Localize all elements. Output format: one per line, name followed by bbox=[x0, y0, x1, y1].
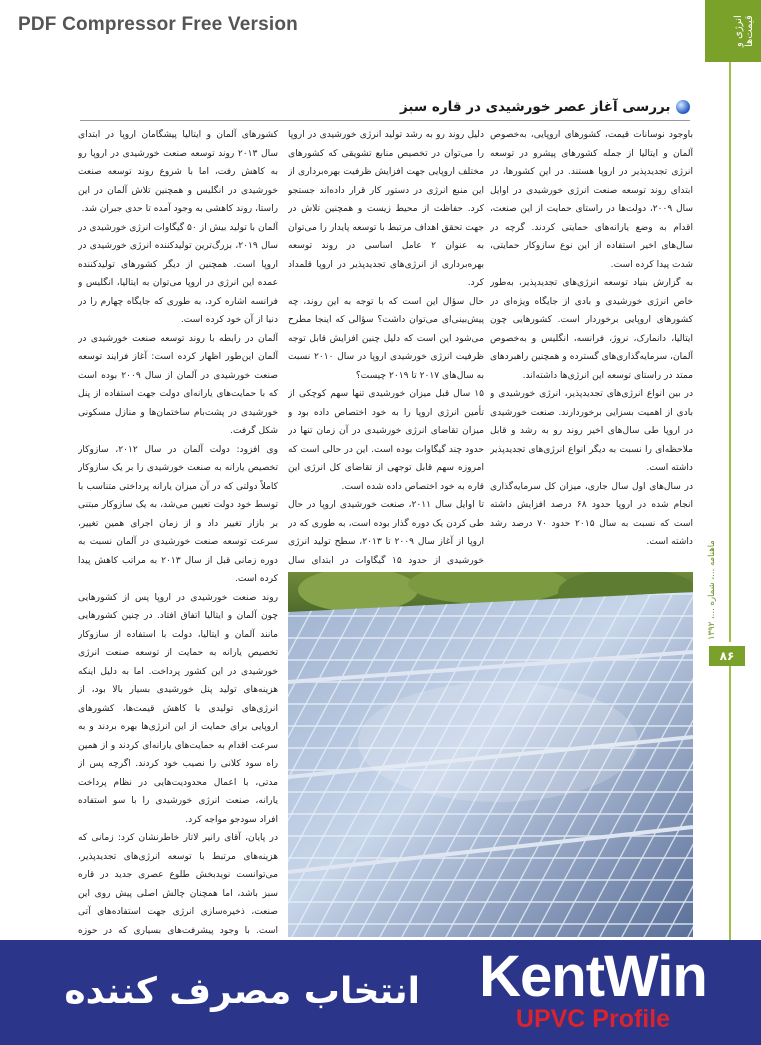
ad-subtitle: UPVC Profile bbox=[515, 1005, 671, 1033]
ad-brand-logo: KentWin bbox=[479, 944, 707, 1009]
paragraph: به گزارش بنیاد توسعه انرژی‌های تجدیدپذیر، به‌طور خاص انرژی خورشیدی و بادی از جایگاه ویژه‌ای در کشورهای اروپایی برخوردار است. کشورهایی چون ایتالیا، دانمارک، نروژ، فرانسه، انگلیس و به‌خصوص آلمان، سرمایه‌گذاری‌های گسترده و همچنین راهبردهای ممتد در راستای توسعه این انرژی‌ها داشته‌اند. bbox=[490, 278, 693, 381]
article-column-right bbox=[490, 126, 693, 571]
paragraph: کشورهای آلمان و ایتالیا پیشگامان اروپا در ابتدای سال ۲۰۱۳ روند توسعه صنعت خورشیدی در اروپا رو به کاهش رفت، اما با شروع روند توسعه صنعت خورشیدی در انگلیس و همچنین تلاش آلمان در این راستا، روند کاهشی به وجود آمده تا حدی جبران شد. bbox=[78, 130, 278, 214]
paragraph: در سال‌های اول سال جاری، میزان کل سرمایه‌گذاری انجام شده در اروپا حدود ۶۸ درصد افزایش داشته است که نسبت به سال ۲۰۱۵ حدود ۷۰ درصد رشد داشته است. bbox=[490, 481, 693, 547]
paragraph: ۱۵ سال قبل میزان خورشیدی تنها سهم کوچکی از تأمین انرژی اروپا را به خود اختصاص داده بود و میزان تقاضای انرژی خورشیدی در آن زمان تنها در حدود چند گیگاوات بوده است. این در حالی است که امروزه سهم قابل توجهی از تقاضای کل انرژی این قاره به خود اختصاص داده شده است. bbox=[288, 389, 484, 492]
paragraph: آلمان با تولید بیش از ۵۰ گیگاوات انرژی خورشیدی در سال ۲۰۱۹، بزرگ‌ترین تولیدکننده انرژی خورشیدی در اروپا است. همچنین از دیگر کشورهای تولیدکننده عمده این انرژی در اروپا می‌توان به ایتالیا، انگلیس و فرانسه اشاره کرد، به طوری که جایگاه چهارم را در دنیا از آن خود کرده است. bbox=[78, 222, 278, 325]
side-divider-lower bbox=[729, 666, 731, 940]
article-title-row bbox=[400, 96, 690, 118]
paragraph: روند صنعت خورشیدی در اروپا پس از کشورهایی چون آلمان و ایتالیا اتفاق افتاد. در چنین کشورهایی مانند آلمان و ایتالیا، دولت با استفاده از سازوکار تخصیص یارانه به حمایت از توسعه صنعت انرژی خورشیدی در این کشور پرداخت. اما به دلیل اینکه هزینه‌های تولید پنل خورشیدی بسیار بالا بود، از انرژی‌های تولیدی با کاهش قیمت‌ها، کشورهای اروپایی برای حمایت از این انرژی‌ها بهره بردند و به سرعت اقدام به حمایت‌های یارانه‌ای کردند و از همین راه سود کلانی را نصیب خود کردند. اگرچه پس از مدتی، با اعمال محدودیت‌هایی در نظام پرداخت یارانه، صنعت انرژی خورشیدی را با سو استفاده افراد سودجو مواجه کرد. bbox=[78, 592, 278, 825]
issue-label: ماهنامه ...، شماره ...، ۱۳۹۲ bbox=[707, 540, 717, 640]
section-tab bbox=[705, 0, 761, 62]
side-strip bbox=[705, 0, 761, 940]
paragraph: وی افزود: دولت آلمان در سال ۲۰۱۲، سازوکار تخصیص یارانه به صنعت خورشیدی را بر یک سازوکار کاملاً دولتی که در آن میزان یارانه پرداختی متناسب با توسط خود دولت تعیین می‌شد، به یک سازوکار مبتنی بر بازار تغییر داد و از زمان اجرای همین تغییر، سرعت توسعه صنعت خورشیدی در آلمان نسبت به دوره زمانی قبل از سال ۲۰۱۳ به مراتب کاهش پیدا کرده است. bbox=[78, 444, 278, 584]
paragraph: در پایان، آقای رانیر لاتار خاطرنشان کرد: زمانی که هزینه‌های مرتبط با توسعه انرژی‌های تجدیدپذیر، می‌توانست نویدبخش طلوع عصری جدید در قاره سبز باشد، اما همچنان چالش اصلی پیش روی این صنعت، ذخیره‌سازی انرژی جهت استفاده‌های آتی است. با وجود پیشرفت‌های بسیاری که در حوزه bbox=[78, 833, 278, 936]
paragraph: باوجود نوسانات قیمت، کشورهای اروپایی، به‌خصوص آلمان و ایتالیا از جمله کشورهای پیشرو در توسعه انرژی تجدیدپذیر در اروپا هستند. در این کشورها، در ابتدای روند توسعه صنعت انرژی خورشیدی در اوایل سال ۲۰۰۹، دولت‌ها در راستای حمایت از این صنعت، اقدام به وضع یارانه‌های حمایتی کردند. گرچه در سال‌های اخیر استفاده از این نوع سازوکار حمایتی، شدت پیدا کرده است. bbox=[490, 130, 693, 270]
paragraph: حال سؤال این است که با توجه به این روند، چه پیش‌بینی‌ای می‌توان داشت؟ سؤالی که اینجا مطرح می‌شود این است که دلیل چنین افزایش قابل توجه ظرفیت انرژی خورشیدی اروپا در سال ۲۰۱۰ نسبت به سال‌های ۲۰۱۷ تا ۲۰۱۹ چیست؟ bbox=[288, 296, 484, 381]
paragraph: دلیل روند رو به رشد تولید انرژی خورشیدی در اروپا را می‌توان در تخصیص منابع تشویقی که کشورهای مختلف اروپایی جهت افزایش ظرفیت بهره‌برداری از این منبع انرژی در دستور کار قرار داده‌اند جستجو کرد. حفاظت از محیط زیست و همچنین تلاش در جهت تحقق اهداف مرتبط با توسعه پایدار را می‌توان به عنوان ۲ عامل اساسی در روند توسعه بهره‌برداری از انرژی‌های تجدیدپذیر در اروپا قلمداد کرد. bbox=[288, 130, 484, 288]
paragraph: آلمان در رابطه با روند توسعه صنعت خورشیدی در آلمان این‌طور اظهار کرده است: آغاز فرایند توسعه صنعت خورشیدی در آلمان از سال ۲۰۰۹ بوده است که با حمایت‌های یارانه‌ای دولت جهت استفاده از پنل خورشیدی در پشت‌بام ساختمان‌ها و منازل مسکونی شکل گرفت. bbox=[78, 333, 278, 436]
watermark: PDF Compressor Free Version bbox=[18, 14, 298, 35]
paragraph: در بین انواع انرژی‌های تجدیدپذیر، انرژی خورشیدی و بادی از اهمیت بسزایی برخوردارند. صنعت خورشیدی در اروپا طی سال‌های اخیر روند رو به رشد و قابل ملاحظه‌ای را نسبت به دیگر انواع انرژی‌های تجدیدپذیر داشته است. bbox=[490, 389, 693, 473]
title-bullet-icon bbox=[676, 100, 690, 114]
solar-panels-photo bbox=[288, 572, 693, 937]
ad-slogan: انتخاب مصرف کننده bbox=[64, 971, 420, 1012]
article-title: بررسی آغاز عصر خورشیدی در قاره سبز bbox=[400, 99, 671, 115]
title-rule bbox=[80, 120, 690, 121]
section-label: انرژی و قیمت‌ها bbox=[733, 15, 755, 47]
article-column-left bbox=[78, 126, 278, 941]
page-number: ۸۶ bbox=[709, 646, 745, 666]
paragraph: تا اوایل سال ۲۰۱۱، صنعت خورشیدی اروپا در حال طی کردن یک دوره گذار بوده است، به طوری که در اروپا از آغاز سال ۲۰۰۹ تا ۲۰۱۳، سطح تولید انرژی خورشیدی از حدود ۱۵ گیگاوات در ابتدای سال bbox=[288, 500, 484, 566]
article-column-middle bbox=[288, 126, 484, 571]
side-divider bbox=[729, 62, 731, 642]
